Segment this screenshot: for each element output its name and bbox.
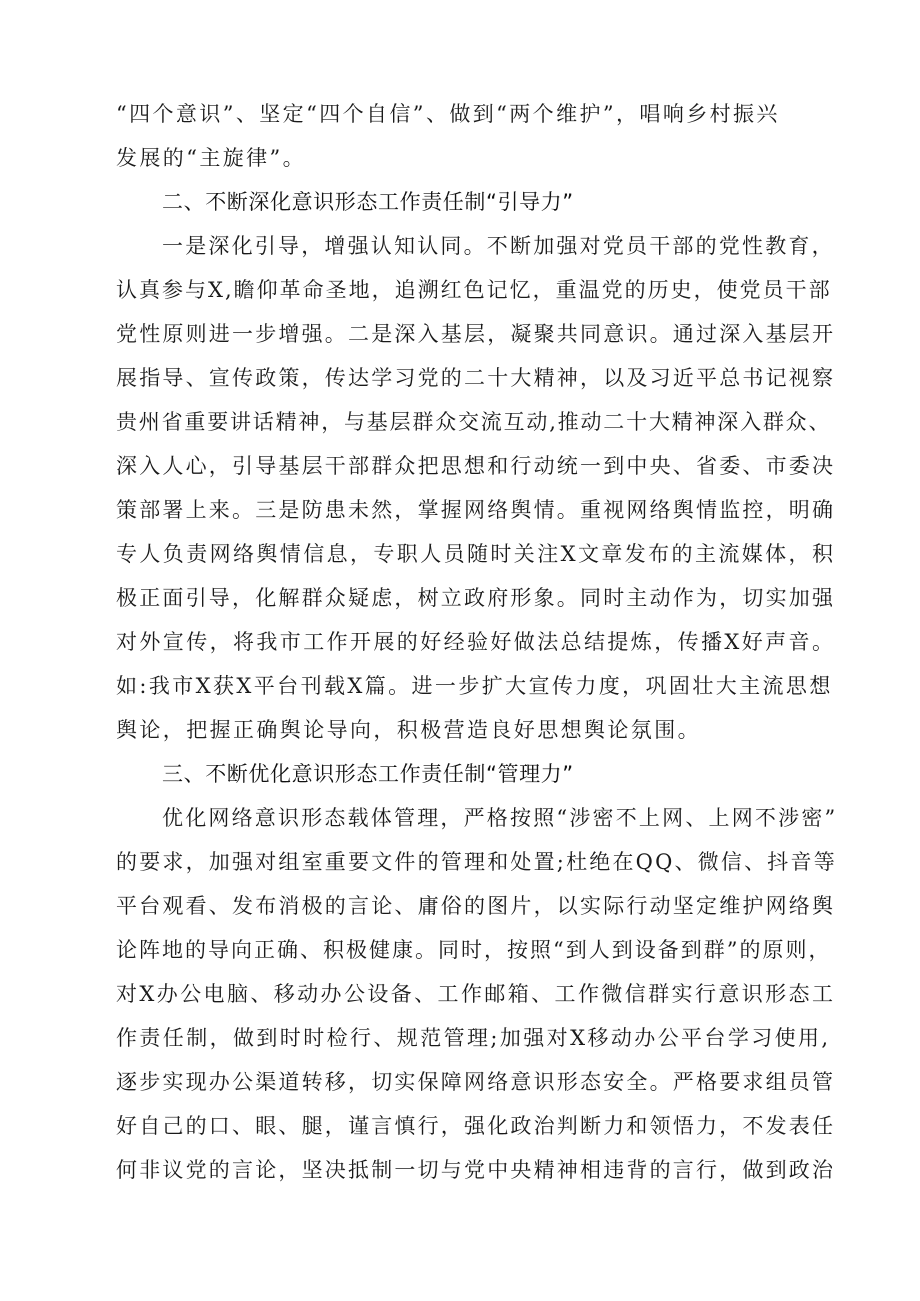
section-heading-3: 三、不断优化意识形态工作责任制“管理力” [162,762,574,786]
paragraph-line: 的要求，加强对组室重要文件的管理和处置;杜绝在QQ、微信、抖音等 [116,850,837,874]
paragraph-line: 优化网络意识形态载体管理，严格按照“涉密不上网、上网不涉密” [162,806,838,830]
paragraph-line: “四个意识”、坚定“四个自信”、做到“两个维护”，唱响乡村振兴 [116,102,780,126]
paragraph-line: 认真参与X,瞻仰革命圣地，追溯红色记忆，重温党的历史，使党员干部 [116,278,832,302]
paragraph-line: 党性原则进一步增强。二是深入基层，凝聚共同意识。通过深入基层开 [116,322,836,346]
paragraph-line: 逐步实现办公渠道转移，切实保障网络意识形态安全。严格要求组员管 [116,1070,836,1094]
paragraph-line: 好自己的口、眼、腿，谨言慎行，强化政治判断力和领悟力，不发表任 [116,1114,836,1138]
paragraph-line: 策部署上来。三是防患未然，掌握网络舆情。重视网络舆情监控，明确 [116,498,836,522]
paragraph-line: 对外宣传，将我市工作开展的好经验好做法总结提炼，传播X好声音。 [116,630,836,654]
paragraph-line: 舆论，把握正确舆论导向，积极营造良好思想舆论氛围。 [116,718,701,742]
paragraph-line: 对X办公电脑、移动办公设备、工作邮箱、工作微信群实行意识形态工 [116,982,836,1006]
paragraph-line: 作责任制，做到时时检行、规范管理;加强对X移动办公平台学习使用, [116,1026,831,1050]
paragraph-line: 平台观看、发布消极的言论、庸俗的图片，以实际行动坚定维护网络舆 [116,894,836,918]
paragraph-line: 发展的“主旋律”。 [116,146,307,170]
paragraph-line: 一是深化引导，增强认知认同。不断加强对党员干部的党性教育， [162,234,835,258]
paragraph-line: 极正面引导，化解群众疑虑，树立政府形象。同时主动作为，切实加强 [116,586,836,610]
paragraph-line: 深入人心，引导基层干部群众把思想和行动统一到中央、省委、市委决 [116,454,836,478]
paragraph-line: 展指导、宣传政策，传达学习党的二十大精神，以及习近平总书记视察 [116,366,836,390]
paragraph-line: 论阵地的导向正确、积极健康。同时，按照“到人到设备到群”的原则， [116,938,832,962]
paragraph-line: 何非议党的言论，坚决抵制一切与党中央精神相违背的言行，做到政治 [116,1158,836,1182]
paragraph-line: 贵州省重要讲话精神，与基层群众交流互动,推动二十大精神深入群众、 [116,410,832,434]
paragraph-line: 专人负责网络舆情信息，专职人员随时关注X文章发布的主流媒体，积 [116,542,836,566]
paragraph-line: 如:我市X获X平台刊载X篇。进一步扩大宣传力度，巩固壮大主流思想 [116,674,833,698]
section-heading-2: 二、不断深化意识形态工作责任制“引导力” [162,190,574,214]
